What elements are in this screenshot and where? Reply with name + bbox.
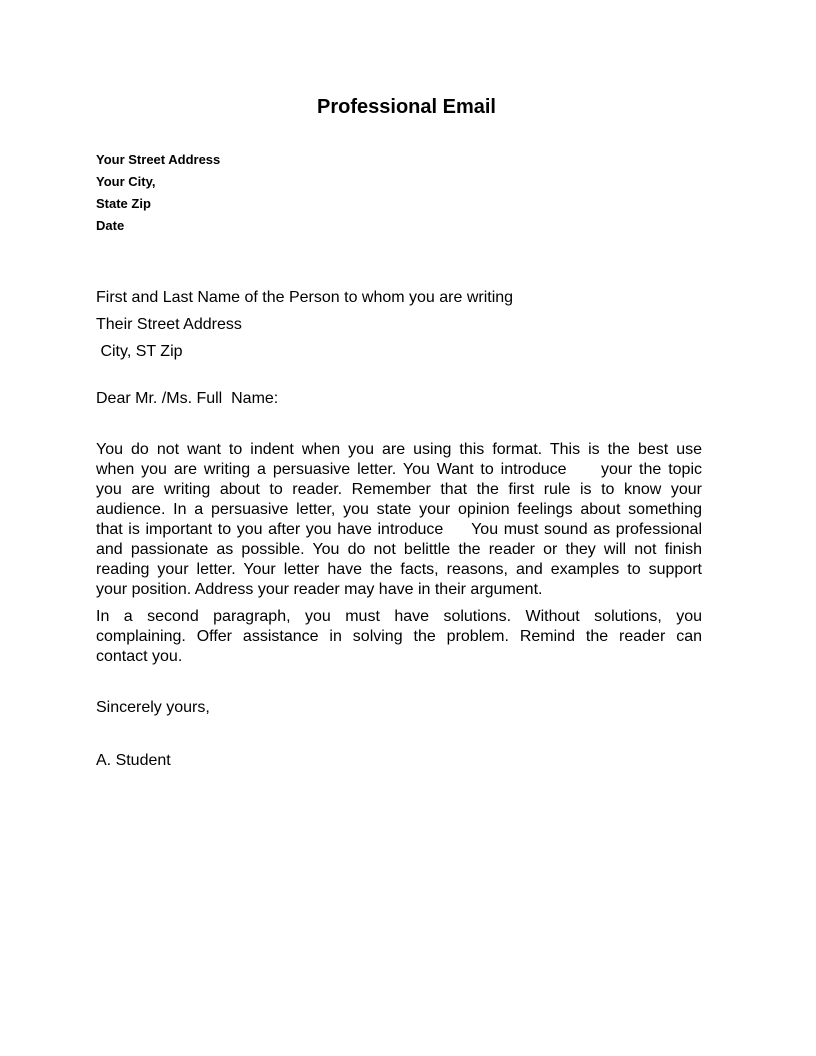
body-paragraph-2 [96,607,702,667]
sender-state-zip: State Zip [96,196,151,211]
complimentary-closing: Sincerely yours, [96,699,210,716]
salutation: Dear Mr. /Ms. Full Name: [96,390,279,407]
signature-name: A. Student [96,752,171,769]
paragraph-line: and passionate as possible. You do not belittle the reader or they will not finish [96,541,702,558]
paragraph-line: your position. Address your reader may have in their argument. [96,581,543,598]
letter-date: Date [96,218,125,233]
sender-street: Your Street Address [96,152,221,167]
paragraph-line: In a second paragraph, you must have solutions. Without solutions, you [96,608,702,625]
paragraph-line: when you are writing a persuasive letter. You Want to introduce your the topic [96,461,702,478]
recipient-city-state-zip: City, ST Zip [96,343,183,360]
paragraph-line: you are writing about to reader. Remember that the first rule is to know your [96,481,702,498]
paragraph-line: reading your letter. Your letter have the facts, reasons, and examples to support [96,561,702,578]
recipient-address-block [96,284,513,365]
body-paragraph-1 [96,440,702,600]
sender-address-block [96,149,220,237]
sender-city: Your City, [96,174,156,189]
recipient-street: Their Street Address [96,316,242,333]
paragraph-line: audience. In a persuasive letter, you state your opinion feelings about something [96,501,702,518]
paragraph-line: complaining. Offer assistance in solving the problem. Remind the reader can [96,628,702,645]
recipient-name: First and Last Name of the Person to whom you are writing [96,289,514,306]
document-title: Professional Email [317,96,496,118]
paragraph-line: that is important to you after you have introduce You must sound as professional [96,521,702,538]
paragraph-line: contact you. [96,648,183,665]
paragraph-line: You do not want to indent when you are using this format. This is the best use [96,441,702,458]
